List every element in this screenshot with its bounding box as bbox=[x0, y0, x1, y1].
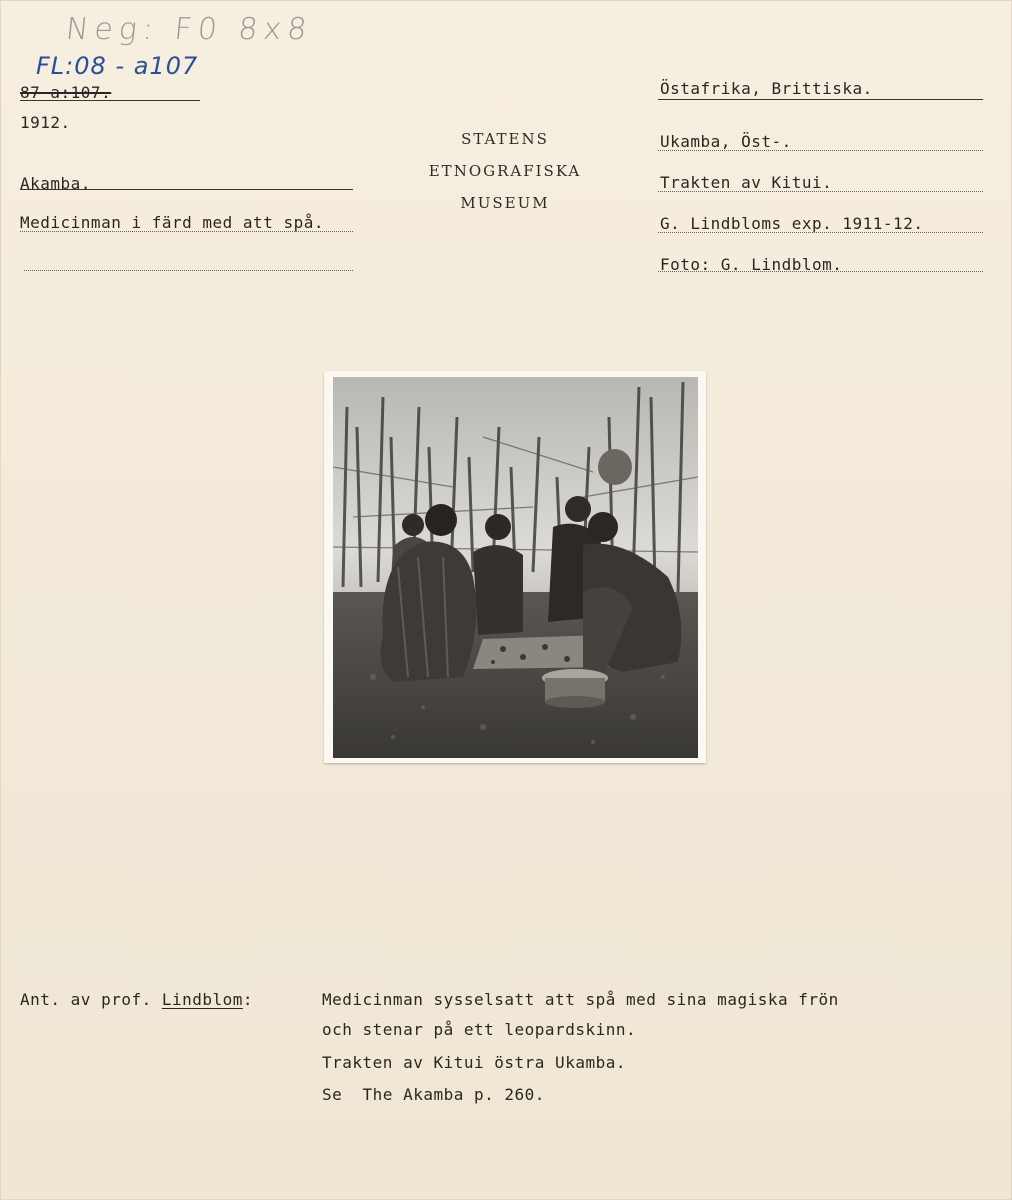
annotation-colon: : bbox=[242, 990, 254, 1009]
annotation-line-2: och stenar på ett leopardskinn. bbox=[322, 1020, 637, 1039]
museum-line-2: ETNOGRAFISKA bbox=[428, 162, 582, 180]
annotation-line-3: Trakten av Kitui östra Ukamba. bbox=[322, 1053, 626, 1072]
museum-line-1: STATENS bbox=[461, 130, 549, 148]
area: Ukamba, Öst-. bbox=[660, 132, 792, 151]
museum-name bbox=[400, 123, 610, 219]
expedition-dotted-line bbox=[658, 232, 983, 233]
group-underline bbox=[20, 189, 353, 190]
title-dotted-line bbox=[20, 231, 353, 232]
object-title: Medicinman i färd med att spå. bbox=[20, 213, 324, 232]
ethnic-group: Akamba. bbox=[20, 174, 91, 193]
annotation-author: Lindblom bbox=[161, 990, 243, 1009]
expedition: G. Lindbloms exp. 1911-12. bbox=[660, 214, 924, 233]
museum-line-3: MUSEUM bbox=[460, 194, 550, 212]
photograph-medicine-man-divining bbox=[333, 377, 698, 758]
number-underline bbox=[20, 100, 200, 101]
photographer-dotted-line bbox=[658, 271, 983, 272]
annotation-prefix: Ant. av prof. bbox=[20, 990, 162, 1009]
annotation-first-line bbox=[20, 990, 253, 1009]
annotation-line-4: Se The Akamba p. 260. bbox=[322, 1085, 545, 1104]
area-dotted-line bbox=[658, 150, 983, 151]
pencil-negative-note: Neg: F0 8x8 bbox=[64, 12, 315, 47]
locality: Trakten av Kitui. bbox=[660, 173, 833, 192]
annotation-line-1: Medicinman sysselsatt att spå med sina magiska frön bbox=[322, 990, 839, 1009]
year: 1912. bbox=[20, 113, 71, 132]
photographer: Foto: G. Lindblom. bbox=[660, 255, 843, 274]
region-underline bbox=[658, 99, 983, 100]
mounted-photograph bbox=[324, 371, 706, 763]
blank-dotted-line bbox=[24, 270, 353, 271]
handwritten-catalog-number: FL:08 - a107 bbox=[36, 52, 199, 80]
locality-dotted-line bbox=[658, 191, 983, 192]
old-catalog-number: 87 a:107. bbox=[20, 83, 112, 102]
region: Östafrika, Brittiska. bbox=[660, 79, 873, 98]
